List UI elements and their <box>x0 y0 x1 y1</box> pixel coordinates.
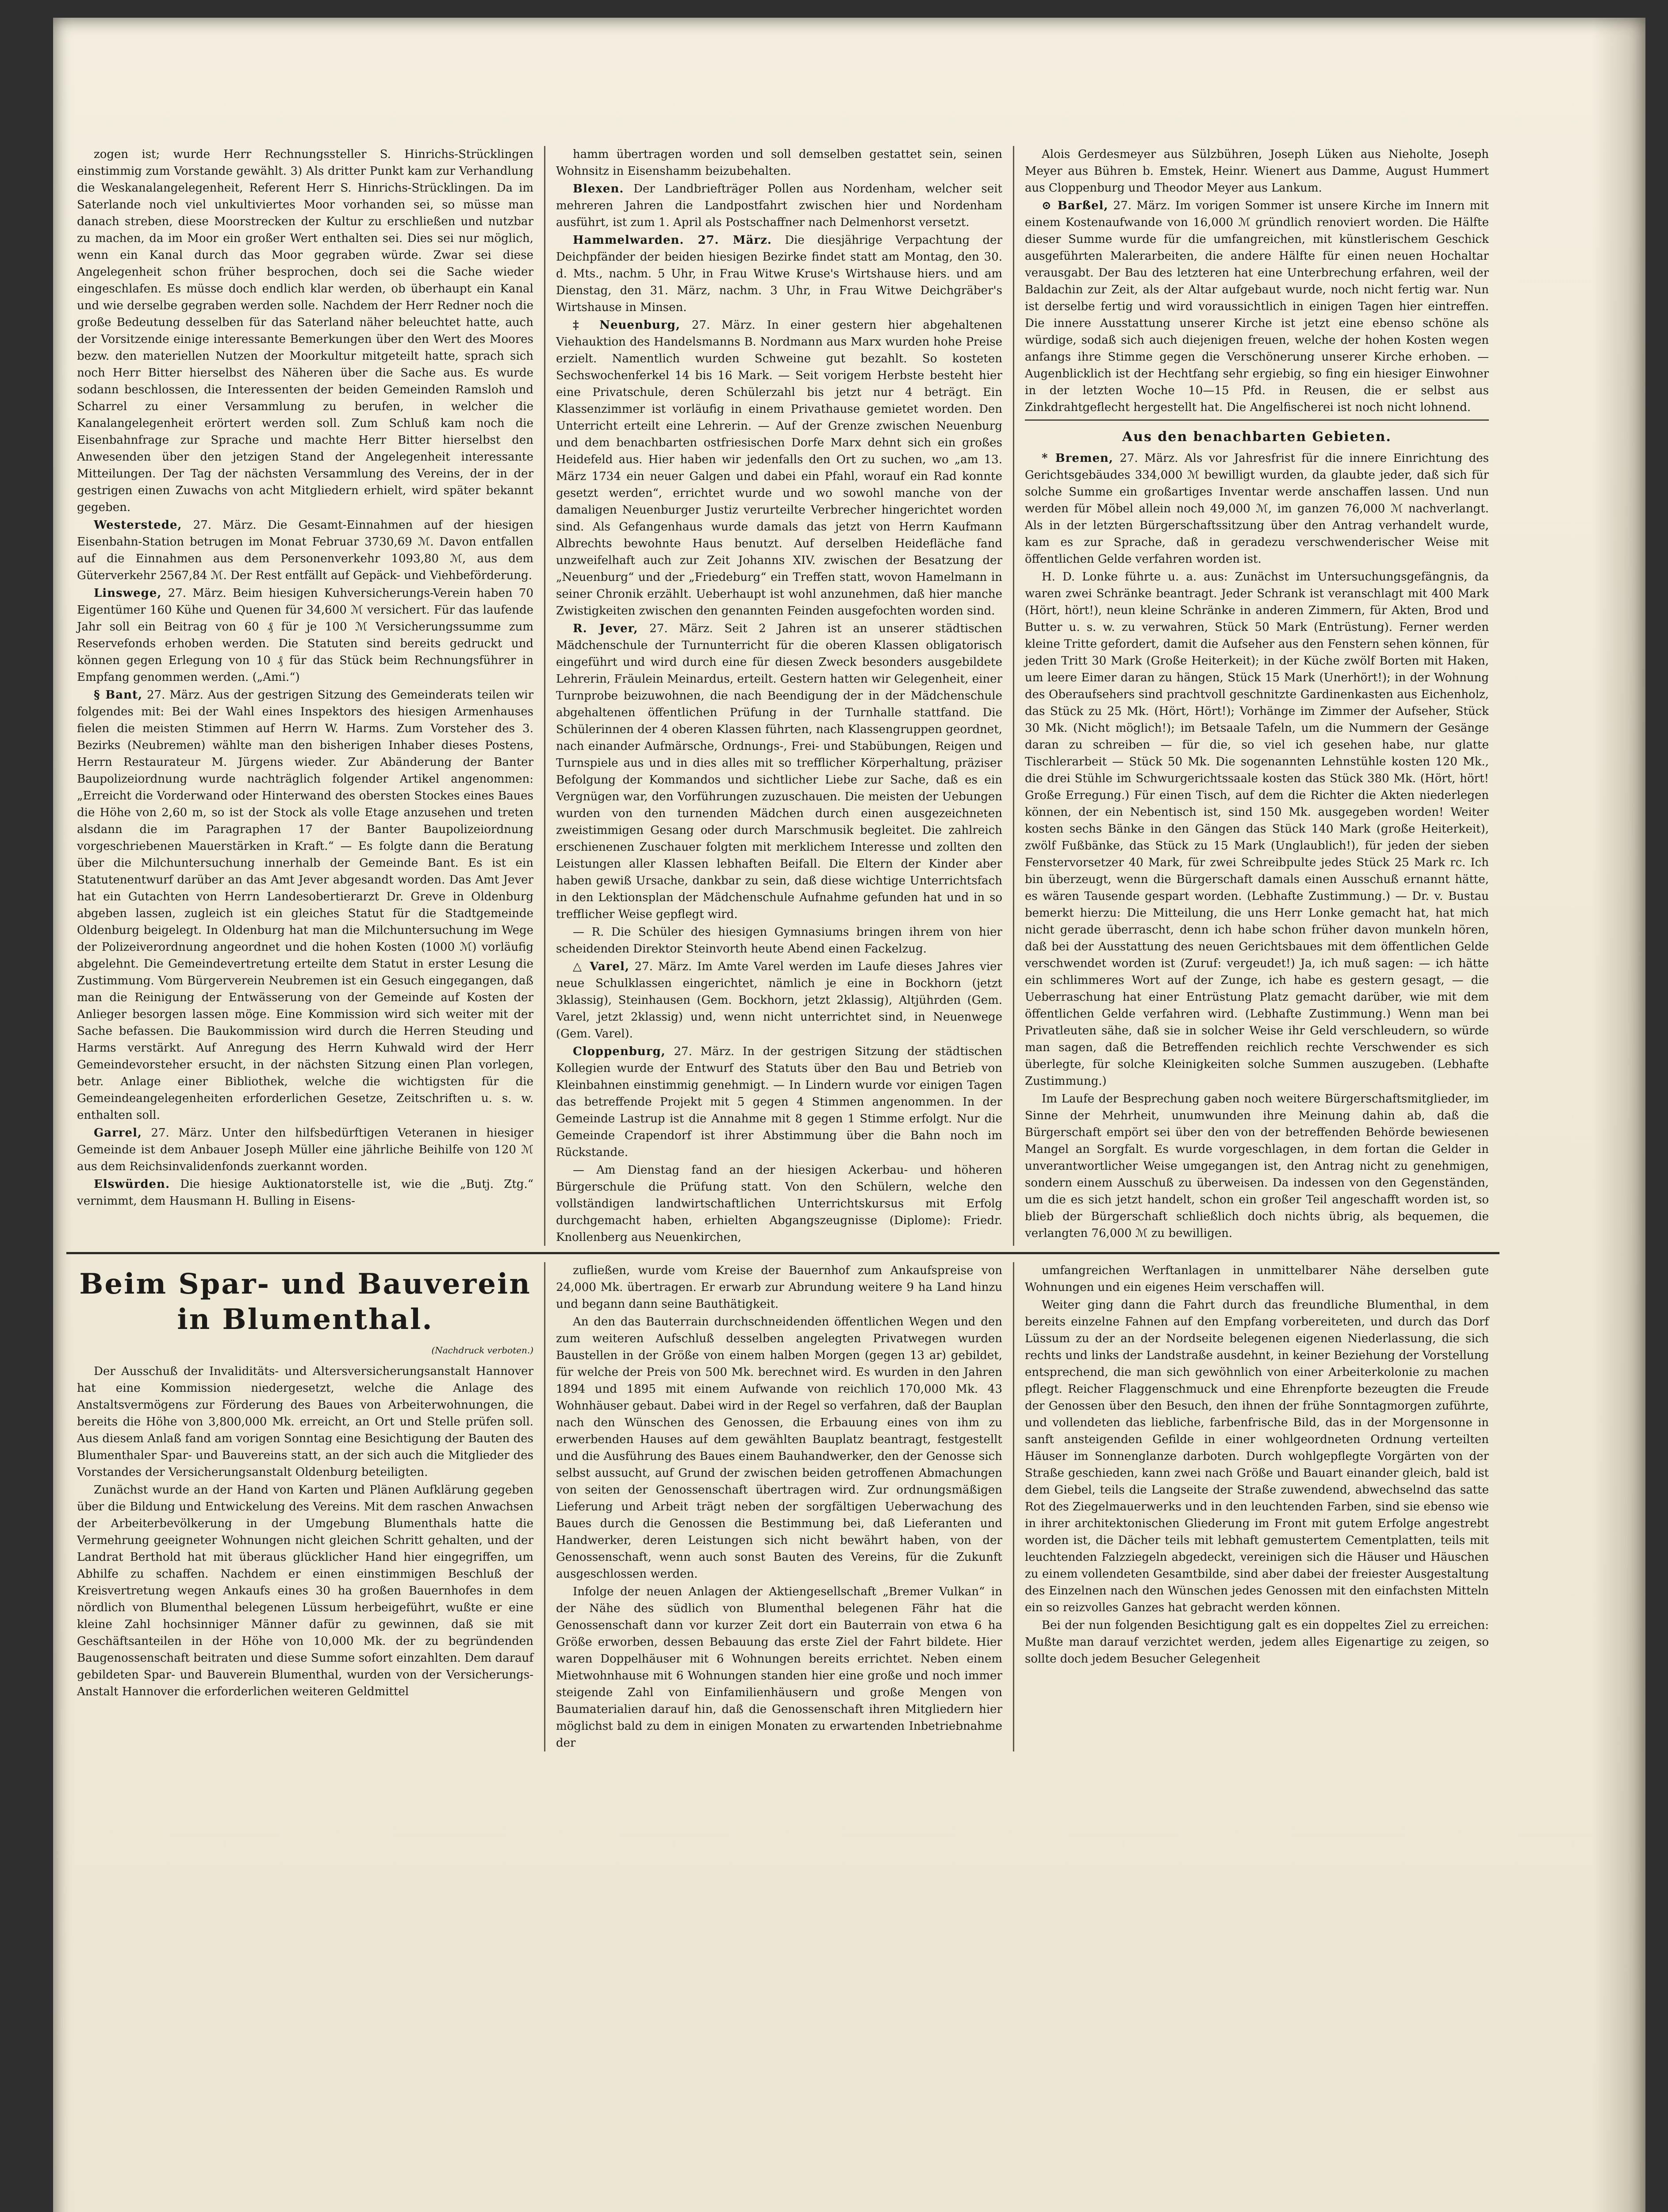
feature-title-line-2: in Blumenthal. <box>177 1303 433 1336</box>
paragraph-text: 27. März. Die Gesamt-Einnahmen auf der hiesigen Eisenbahn-Station betrugen im Monat Februar 3730,69 ℳ. Davon entfallen auf die Einnahmen aus dem Personenverkehr 1093,80 ℳ, aus dem Güterverkehr 2567,84 ℳ. Der Rest entfällt auf Gepäck- und Viehbeförderung. <box>77 518 533 582</box>
article-paragraph <box>556 1583 1002 1751</box>
column-1 <box>66 146 544 1246</box>
column-4-wrapper <box>66 1262 544 1751</box>
column-rule <box>1025 419 1489 421</box>
article-paragraph <box>556 317 1002 619</box>
paragraph-text: An den das Bauterrain durchschneidenden öffentlichen Wegen und den zum weiteren Aufschluß desselben angelegten Privatwegen wurden Baustellen in der Größe von einem halben Morgen (gegen 13 ar) gebildet, für welche der Preis von 500 Mk. berechnet wird. Es wurden in den Jahren 1894 und 1895 mit einem Aufwande von reichlich 170,000 Mk. 43 Wohnhäuser gebaut. Dabei wird in der Regel so verfahren, daß der Bauplan nach den Wünschen des Genossen, die Erbauung eines von ihm zu erwerbenden Hauses auf dem gewählten Bauplatz beantragt, festgestellt und die Ausführung des Baues einem Bauhandwerker, den der Genosse sich selbst aussucht, auf Grund der zwischen beiden getroffenen Abmachungen von seiten der Genossenschaft übertragen wird. Zur ordnungsmäßigen Lieferung und Arbeit trägt neben der sorgfältigen Ueberwachung des Baues durch die Genossen die Bestimmung bei, daß Lieferanten und Handwerker, deren Leistungen sich nicht bewährt haben, von der Genossenschaft, wenn auch sonst Bauten des Vereins, für die Zukunft ausgeschlossen werden. <box>556 1315 1002 1581</box>
article-paragraph <box>556 232 1002 316</box>
dateline: Cloppenburg, <box>573 1045 666 1058</box>
article-paragraph <box>1025 1297 1489 1616</box>
dateline: Hammelwarden. 27. März. <box>573 234 772 247</box>
page-edge-shadow <box>1592 18 1645 2212</box>
paragraph-text: Zunächst wurde an der Hand von Karten und Plänen Aufklärung gegeben über die Bildung und Entwickelung des Vereins. Mit dem raschen Anwachsen der Arbeiterbevölkerung in der Umgebung Blumenthals hatte die Vermehrung geeigneter Wohnungen nicht gleichen Schritt gehalten, und der Landrat Berthold hat mit überaus glücklicher Hand hier eingegriffen, um Abhilfe zu schaffen. Nachdem er einen einstimmigen Beschluß der Kreisvertretung wegen Ankaufs eines 30 ha großen Bauernhofes in dem nördlich von Blumenthal belegenen Lüssum herbeigeführt, wußte er eine kleine Zahl hochsinniger Männer dafür zu gewinnen, daß sie mit Geschäftsanteilen in der Höhe von 10,000 Mk. der zu begründenden Baugenossenschaft beitraten und diese Summe sofort einzahlten. Dem darauf gebildeten Spar- und Bauverein Blumenthal, wurden von der Versicherungs-Anstalt Hannover die erforderlichen weiteren Geldmittel <box>77 1483 533 1698</box>
paragraph-text: 27. März. Unter den hilfsbedürftigen Veteranen in hiesiger Gemeinde ist dem Anbauer Joseph Müller eine jährliche Beihilfe von 120 ℳ aus dem Reichsinvalidenfonds zuerkannt worden. <box>77 1126 533 1173</box>
dateline: △ Varel, <box>573 960 629 973</box>
paragraph-text: zufließen, wurde vom Kreise der Bauernhof zum Ankaufspreise von 24,000 Mk. übertragen. Er erwarb zur Abrundung weitere 9 ha Land hinzu und begann dann seine Bauthätigkeit. <box>556 1264 1002 1311</box>
paragraph-text: — R. Die Schüler des hiesigen Gymnasiums bringen ihrem von hier scheidenden Direktor Steinvorth heute Abend einen Fackelzug. <box>556 926 1002 956</box>
bottom-columns <box>66 1262 1499 1751</box>
dateline: § Bant, <box>94 688 143 702</box>
article-paragraph <box>77 1482 533 1700</box>
dateline: * Bremen, <box>1042 452 1113 465</box>
column-5 <box>544 1262 1013 1751</box>
paragraph-text: Infolge der neuen Anlagen der Aktiengesellschaft „Bremer Vulkan“ in der Nähe des südlich von Blumenthal belegenen Fähr hat die Genossenschaft dann vor kurzer Zeit dort ein Bauterrain von etwa 6 ha Größe erworben, dessen Bebauung das erste Ziel der Fahrt bildete. Hier waren Doppelhäuser mit 6 Wohnungen bereits errichtet. Neben einem Mietwohnhause mit 6 Wohnungen standen hier eine große und noch immer steigende Zahl von Einfamilienhäusern und große Mengen von Baumaterialien darauf hin, daß die Genossenschaft ihren Mitgliedern hier möglichst bald zu dem in einigen Monaten zu erwartenden Inbetriebnahme der <box>556 1585 1002 1750</box>
column-3 <box>1013 146 1499 1246</box>
paragraph-text: 27. März. Im vorigen Sommer ist unsere Kirche im Innern mit einem Kostenaufwande von 16,000 ℳ gründlich renoviert worden. Die Hälfte dieser Summe wurde für die umfangreichen, mit künstlerischem Geschick ausgeführten Malerarbeiten, die andere Hälfte für einen neuen Hochaltar verausgabt. Der Bau des letzteren hat eine Unterbrechung erfahren, weil der Baldachin zur Zeit, als der Altar aufgebaut wurde, noch nicht fertig war. Nun ist derselbe fertig und wird voraussichtlich in einigen Tagen hier eintreffen. Die innere Ausstattung unserer Kirche ist jetzt eine ebenso schöne als würdige, sodaß sich auch diejenigen freuen, welche der hohen Kosten wegen anfangs ihre Stimme gegen die Verschönerung unserer Kirche erhoben. — Augenblicklich ist der Hechtfang sehr ergiebig, so fing ein hiesiger Einwohner in der letzten Woche 10—15 Pfd. in Reusen, die er selbst aus Zinkdrahtgeflecht hergestellt hat. Die Angelfischerei ist noch nicht lohnend. <box>1025 199 1489 414</box>
article-paragraph <box>556 1313 1002 1582</box>
top-columns <box>66 146 1499 1246</box>
paragraph-text: Im Laufe der Besprechung gaben noch weitere Bürgerschaftsmitglieder, im Sinne der Mehrheit, unumwunden ihre Meinung dahin ab, daß die Bürgerschaft empört sei über den von der betreffenden Behörde bewiesenen Mangel an Sorgfalt. Es wurde vorgeschlagen, in dem fortan die Gelder in unverantwortlicher Weise umgegangen ist, den Antrag nicht zu genehmigen, sondern einem Ausschuß zu überweisen. Da indessen von den Gegenständen, um die es sich jetzt handelt, schon ein großer Teil angeschafft worden ist, so blieb der Bürgerschaft schließlich doch nichts übrig, als bequemen, die verlangten 76,000 ℳ zu bewilligen. <box>1025 1092 1489 1240</box>
dateline: ‡ Neuenburg, <box>573 319 680 332</box>
article-paragraph <box>77 1363 533 1481</box>
column-6 <box>1013 1262 1499 1751</box>
paragraph-text: — Am Dienstag fand an der hiesigen Ackerbau- und höheren Bürgerschule die Prüfung statt. Von den Schülern, welche den vollständigen landwirtschaftlichen Unterrichtskursus mit Erfolg durchgemacht haben, erhielten Abgangszeugnisse (Diplome): Friedr. Knollenberg aus Neuenkirchen, <box>556 1164 1002 1244</box>
column-2 <box>544 146 1013 1246</box>
article-paragraph <box>556 1262 1002 1313</box>
paragraph-text: 27. März. In einer gestern hier abgehaltenen Viehauktion des Handelsmanns B. Nordmann aus Marx wurden hohe Preise erzielt. Namentlich wurden Schweine gut bezahlt. So kosteten Sechswochenferkel 14 bis 16 Mark. — Seit vorigem Herbste besteht hier eine Privatschule, deren Schülerzahl bis jetzt nur 4 beträgt. Ein Klassenzimmer ist vorläufig in einem Privathause gemietet worden. Den Unterricht erteilt eine Lehrerin. — Auf der Grenze zwischen Neuenburg und dem benachbarten ostfriesischen Dorfe Marx dehnt sich ein großes Heidefeld aus. Hier haben wir jedenfalls den Ort zu suchen, wo „am 13. März 1734 ein neuer Galgen und dabei ein Pfahl, worauf ein Rad konnte gesetzt werden“, errichtet wurde und wo sowohl manche von der damaligen Neuenburger Justiz verurteilte Verbrecher hingerichtet worden sind. Als Gefangenhaus wurde damals das jetzt von Herrn Kaufmann Albrechts bewohnte Haus benutzt. Auf derselben Heidefläche fand unzweifelhaft auch zur Zeit Johanns XIV. zwischen der Besatzung der „Neuenburg“ und der „Friedeburg“ ein Treffen statt, wovon Hamelmann in seiner Chronik erzählt. Ueberhaupt ist wohl anzunehmen, daß hier manche Zwistigkeiten zwischen den genannten Feinden ausgefochten worden sind. <box>556 319 1002 618</box>
article-paragraph <box>1025 146 1489 196</box>
paragraph-text: Der Ausschuß der Invaliditäts- und Altersversicherungsanstalt Hannover hat eine Kommission niedergesetzt, welche die Anlage des Anstaltsvermögens zur Förderung des Baues von Arbeiterwohnungen, die bereits die Höhe von 3,800,000 Mk. erreicht, an Ort und Stelle prüfen soll. Aus diesem Anlaß fand am vorigen Sonntag eine Besichtigung der Bauten des Blumenthaler Spar- und Bauvereins statt, an der sich auch die Mitglieder des Vorstandes der Versicherungsanstalt Oldenburg beteiligten. <box>77 1365 533 1479</box>
article-paragraph <box>1025 1617 1489 1667</box>
article-paragraph <box>1025 1091 1489 1242</box>
feature-title-line-1: Beim Spar- und Bauverein <box>79 1267 531 1301</box>
article-paragraph <box>556 1162 1002 1246</box>
section-divider <box>66 1252 1499 1254</box>
paragraph-text: 27. März. Beim hiesigen Kuhversicherungs-Verein haben 70 Eigentümer 160 Kühe und Quenen für 34,600 ℳ versichert. Für das laufende Jahr soll ein Beitrag von 60 ₰ für je 100 ℳ Versicherungssumme zum Reservefonds erhoben werden. Die Statuten sind bereits gedruckt und können gegen Erlegung von 10 ₰ für das Stück beim Rechnungsführer in Empfang genommen werden. („Ami.“) <box>77 587 533 684</box>
article-paragraph <box>1025 1262 1489 1296</box>
paragraph-text: 27. März. In der gestrigen Sitzung der städtischen Kollegien wurde der Entwurf des Statuts über den Bau und Betrieb von Kleinbahnen einstimmig genehmigt. — In Lindern wurde vor einigen Tagen das betreffende Projekt mit 5 gegen 4 Stimmen angenommen. In der Gemeinde Lastrup ist die Annahme mit 8 gegen 1 Stimme erfolgt. Nur die Gemeinde Crapendorf ist ihrer Abstimmung über die Bahn noch im Rückstande. <box>556 1045 1002 1159</box>
paragraph-text: 27. März. Als vor Jahresfrist für die innere Einrichtung des Gerichtsgebäudes 334,000 ℳ bewilligt wurden, da glaubte jeder, daß sich für solche Summe ein großartiges Inventar werde anschaffen lassen. Und nun werden für Möbel allein noch 49,000 ℳ, im ganzen 76,000 ℳ nachverlangt. Als in der letzten Bürgerschaftssitzung über den Antrag verhandelt wurde, kam es zur Sprache, daß in geradezu verschwenderischer Weise mit öffentlichen Gelde verfahren worden ist. <box>1025 452 1489 566</box>
article-paragraph <box>77 517 533 584</box>
article-paragraph <box>556 180 1002 231</box>
article-paragraph <box>556 924 1002 957</box>
section-heading: Aus den benachbarten Gebieten. <box>1122 429 1392 445</box>
paragraph-text: Die diesjährige Verpachtung der Deichpfänder der beiden hiesigen Bezirke findet statt am Montag, den 30. d. Mts., nachm. 5 Uhr, in Frau Witwe Kruse's Wirtshause hiers. und am Dienstag, den 31. März, nachm. 3 Uhr, in Frau Witwe Deichgräber's Wirtshause in Minsen. <box>556 234 1003 314</box>
paragraph-text: Weiter ging dann die Fahrt durch das freundliche Blumenthal, in dem bereits einzelne Fahnen auf den Empfang vorbereiteten, und durch das Dorf Lüssum zu der an der Nordseite belegenen eigenen Niederlassung, die sich rechts und links der Landstraße ausdehnt, in keiner Beziehung der Vorstellung entsprechend, die man sich gewöhnlich von einer Arbeiterkolonie zu machen pflegt. Reicher Flaggenschmuck und eine Ehrenpforte bezeugten die Freude der Genossen über den Besuch, den ihnen der frühe Sonntagmorgen zuführte, und vollendeten das liebliche, farbenfrische Bild, das in der Morgensonne in sanft ansteigenden Gefilde in einer wohlgeordneten Ordnung verteilten Häuser im Sonnenglanze darboten. Durch wohlgepflegte Vorgärten von der Straße geschieden, kann zwei nach Größe und Bauart einander gleich, bald ist dem Giebel, teils die Langseite der Straße zuwendend, abwechselnd das satte Rot des Ziegelmauerwerks und in den leuchtenden Farben, sind sie ebenso wie in ihrer architektonischen Gliederung im Front mit gutem Erfolge angestrebt worden ist, die Dächer teils mit lebhaft gemustertem Cementplatten, teils mit leuchtenden Falzziegeln abgedeckt, vereinigen sich die Häuser und Häuschen zu einem vollendeten Gesamtbilde, sind aber dabei der freiester Ausgestaltung des Einzelnen nach den Wünschen jedes Genossen mit den einfachsten Mitteln ein so reizvolles Ganzes hat gebracht werden können. <box>1025 1298 1489 1614</box>
article-paragraph <box>556 1043 1002 1161</box>
dateline: Linswege, <box>94 587 162 600</box>
reprint-note: (Nachdruck verboten.) <box>431 1345 533 1356</box>
paragraph-text: Der Landbriefträger Pollen aus Nordenham, welcher seit mehreren Jahren die Landpostfahrt zwischen hier und Nordenham ausführt, ist zum 1. April als Postschaffner nach Delmenhorst versetzt. <box>556 182 1002 229</box>
article-paragraph <box>77 585 533 686</box>
article-paragraph <box>556 146 1002 180</box>
paragraph-text: Bei der nun folgenden Besichtigung galt es ein doppeltes Ziel zu erreichen: Mußte man darauf verzichtet werden, jedem alles Eigenartige zu zeigen, so sollte doch jedem Besucher Gelegenheit <box>1025 1619 1489 1666</box>
paragraph-text: Die hiesige Auktionatorstelle ist, wie die „Butj. Ztg.“ vernimmt, dem Hausmann H. Bulling in Eisens- <box>77 1178 533 1208</box>
paragraph-text: 27. März. Seit 2 Jahren ist an unserer städtischen Mädchenschule der Turnunterricht für die oberen Klassen obligatorisch eingeführt und wird durch eine für diesen Zweck besonders ausgebildete Lehrerin, Fräulein Meinardus, erteilt. Gestern hatten wir Gelegenheit, einer Turnprobe beizuwohnen, die nach Beendigung der in der Mädchenschule abgehaltenen öffentlichen Prüfung in der Turnhalle stattfand. Die Schülerinnen der 4 oberen Klassen führten, nach Klassengruppen geordnet, nach einander Aufmärsche, Ordnungs-, Frei- und Stabübungen, Reigen und Turnspiele aus und in dies alles mit so trefflicher Körperhaltung, präziser Befolgung der Kommandos und sichtlicher Liebe zur Sache, daß es ein Vergnügen war, den Vorführungen zuzuschauen. Die meisten der Uebungen wurden von den turnenden Mädchen durch einen ausgezeichneten zweistimmigen Gesang oder durch Marschmusik begleitet. Die zahlreich erschienenen Zuschauer folgten mit merklichem Interesse und zollten den Leistungen aller Klassen lebhaften Beifall. Die Eltern der Kinder aber haben gewiß Ursache, dankbar zu sein, daß diese wichtige Unterrichtsfach in den Lektionsplan der Mädchenschule Aufnahme gefunden hat und in so trefflicher Weise gepflegt wird. <box>556 622 1002 921</box>
article-paragraph <box>77 146 533 516</box>
paragraph-text: umfangreichen Werftanlagen in unmittelbarer Nähe derselben gute Wohnungen und ein eigenes Heim verschaffen will. <box>1025 1264 1489 1294</box>
article-paragraph <box>1025 450 1489 568</box>
paragraph-text: 27. März. Im Amte Varel werden im Laufe dieses Jahres vier neue Schulklassen eingerichtet, nämlich je eine in Bockhorn (jetzt 3klassig), Steinhausen (Gem. Bockhorn, jetzt 2klassig), Altjührden (Gem. Varel, jetzt 2klassig) und, wenn nicht unterrichtet sind, in Neuenwege (Gem. Varel). <box>556 960 1002 1041</box>
paragraph-text: 27. März. Aus der gestrigen Sitzung des Gemeinderats teilen wir folgendes mit: Bei der Wahl eines Inspektors des hiesigen Armenhauses fielen die meisten Stimmen auf Herrn W. Harms. Zum Vorsteher des 3. Bezirks (Neubremen) wählte man den bisherigen Inhaber dieses Postens, Herrn Restaurateur M. Jürgens wieder. Zur Abänderung der Banter Baupolizeiordnung wurde nachträglich folgender Artikel angenommen: „Erreicht die Vorderwand oder Hinterwand des obersten Stockes eines Baues die Höhe von 2,60 m, so ist der Stock als volle Etage anzusehen und treten alsdann die im Paragraphen 17 der Banter Baupolizeiordnung vorgeschriebenen Mauerstärken in Kraft.“ — Es folgte dann die Beratung über die Milchuntersuchung innerhalb der Gemeinde Bant. Es ist ein Statutenentwurf darüber an das Amt Jever abgesandt worden. Das Amt Jever hat ein Gutachten von Herrn Landesobertierarzt Dr. Greve in Oldenburg abgeben lassen, zugleich ist ein gleiches Statut für die Stadtgemeinde Oldenburg beigelegt. In Oldenburg hat man die Milchuntersuchung im Wege der Polizeiverordnung angeordnet und die hohen Kosten (1000 ℳ) vorläufig abgelehnt. Die Gemeindevertretung erteilte dem Statut in erster Lesung die Zustimmung. Vom Bürgerverein Neubremen ist ein Gesuch eingegangen, daß man die Reinigung der Entwässerung von der Gemeinde auf Kosten der Anlieger besorgen lassen möge. Eine Kommission wird sich weiter mit der Sache befassen. Die Baukommission wird durch die Herren Steuding und Harms verstärkt. Auf Anregung des Herrn Kuhwald wird der Herr Gemeindevorsteher ersucht, in der nächsten Sitzung einen Plan vorlegen, betr. Anlage einer Bibliothek, welche die wichtigsten für die Gemeindeangelegenheiten erforderlichen Gesetze, Zeitschriften u. s. w. enthalten soll. <box>77 688 534 1122</box>
feature-title <box>77 1267 533 1337</box>
paragraph-text: hamm übertragen worden und soll demselben gestattet sein, seinen Wohnsitz in Eisenshamm beizubehalten. <box>556 148 1002 178</box>
column-4 <box>77 1363 533 1700</box>
dateline: Westerstede, <box>94 518 182 532</box>
paragraph-text: zogen ist; wurde Herr Rechnungssteller S. Hinrichs-Strücklingen einstimmig zum Vorstande gewählt. 3) Als dritter Punkt kam zur Verhandlung die Weskanalangelegenheit, Referent Herr S. Hinrichs-Strücklingen. Da im Saterlande noch viel unkultiviertes Moor vorhanden sei, so müsse man danach streben, diese Moorstrecken der Kultur zu erschließen und nutzbar zu machen, da im Moor ein großer Wert enthalten sei. Dies sei nur möglich, wenn ein Kanal durch das Moor gegraben würde. Zwar sei diese Angelegenheit schon früher besprochen, doch sei die Sache wieder eingeschlafen. Es müsse doch endlich klar werden, ob überhaupt ein Kanal und wie derselbe gegraben werden solle. Nachdem der Herr Redner noch die große Bedeutung desselben für das Saterland näher beleuchtet hatte, auch der Vorsitzende einige interessante Bemerkungen über den Wert des Moores bezw. den materiellen Nutzen der Moorkultur mitgeteilt hatte, sprach sich noch Herr Bitter hierselbst des Näheren über die Sache aus. Es wurde sodann beschlossen, die Interessenten der beiden Gemeinden Ramsloh und Scharrel zu einer Versammlung zu berufen, in welcher die Kanalangelegenheit erörtert werden soll. Zum Schluß kam noch die Eisenbahnfrage zur Sprache und machte Herr Bitter hierselbst den Anwesenden über den jetzigen Stand der Angelegenheit interessante Mitteilungen. Der Tag der nächsten Versammlung des Vereins, der in der gestrigen einen Zuwachs von acht Mitgliedern erhielt, wird später bekannt gegeben. <box>77 148 533 514</box>
article-paragraph <box>77 1125 533 1175</box>
dateline: R. Jever, <box>573 622 638 635</box>
article-paragraph <box>556 958 1002 1042</box>
article-paragraph <box>556 620 1002 923</box>
paragraph-text: H. D. Lonke führte u. a. aus: Zunächst im Untersuchungsgefängnis, da waren zwei Schränke beantragt. Jeder Schrank ist veranschlagt mit 400 Mark (Hört, hört!), neun kleine Schränke in anderen Zimmern, für Akten, Brod und Butter u. s. w. zu verwahren, Stück 50 Mark (Entrüstung). Ferner werden kleine Tritte gefordert, damit die Aufseher aus den Fenstern sehen können, für jeden Tritt 30 Mark (Große Heiterkeit); in der Küche zwölf Borten mit Haken, um leere Eimer daran zu hängen, Stück 15 Mark (Unerhört!); in der Wohnung des Oberaufsehers sind prachtvoll geschnitzte Gardinenkasten aus Eichenholz, das Stück zu 25 Mk. (Hört, Hört!); Vorhänge im Zimmer der Aufseher, Stück 30 Mk. (Nicht möglich!); im Betsaale Tafeln, um die Nummern der Gesänge daran zu schreiben — für die, so viel ich gesehen habe, nur glatte Tischlerarbeit — Stück 50 Mk. Die sogenannten Lehnstühle kosten 120 Mk., die drei Stühle im Schwurgerichtssaale kosten das Stück 380 Mk. (Hört, hört! Große Erregung.) Für einen Tisch, auf dem die Richter die Akten niederlegen können, der ein Nebentisch ist, sind 150 Mk. ausgegeben worden! Weiter kosten sechs Bänke in den Gängen das Stück 140 Mark (große Heiterkeit), zwölf Fußbänke, das Stück zu 15 Mark (Unglaublich!), für jeden der sieben Fenstervorsetzer 40 Mark, für zwei Schreibpulte jedes Stück 25 Mark rc. Ich bin überzeugt, wenn die Bürgerschaft damals einen Ausschuß ernannt hätte, es wären Tausende gespart worden. (Lebhafte Zustimmung.) — Dr. v. Bustau bemerkt hierzu: Die Mitteilung, die uns Herr Lonke gemacht hat, hat mich nicht gerade überrascht, denn ich habe schon früher davon munkeln hören, daß bei der Ausstattung des neuen Gerichtsbaues mit dem öffentlichen Gelde verschwendet worden ist (Zuruf: vergeudet!) Ja, ich muß sagen: — ich hätte ein schlimmeres Wort auf der Zunge, ich habe es gestern gesagt, — die Ueberraschung hat einer Entrüstung Platz gemacht darüber, wie mit dem öffentlichen Gelde verfahren wird. (Lebhafte Zustimmung.) Wenn man bei Privatleuten sähe, daß sie in solcher Weise ihr Geld verschleudern, so würde man sagen, daß die Betreffenden reichlich rechte Verschwender es sich überlegte, für solche Kleinigkeiten solche Summen auszugeben. (Lebhafte Zustimmung.) <box>1025 570 1489 1088</box>
dateline: Blexen. <box>573 182 624 196</box>
page-content <box>66 146 1499 1751</box>
dateline: ⊙ Barßel, <box>1042 199 1108 212</box>
article-paragraph <box>1025 568 1489 1090</box>
article-paragraph <box>77 687 533 1124</box>
dateline: Elswürden. <box>94 1178 170 1191</box>
article-paragraph <box>1025 197 1489 416</box>
paragraph-text: Alois Gerdesmeyer aus Sülzbühren, Joseph Lüken aus Nieholte, Joseph Meyer aus Bühren b. Emstek, Heinr. Wienert aus Damme, August Hummert aus Cloppenburg und Theodor Meyer aus Lankum. <box>1025 148 1489 195</box>
article-paragraph <box>77 1176 533 1210</box>
dateline: Garrel, <box>94 1126 142 1140</box>
